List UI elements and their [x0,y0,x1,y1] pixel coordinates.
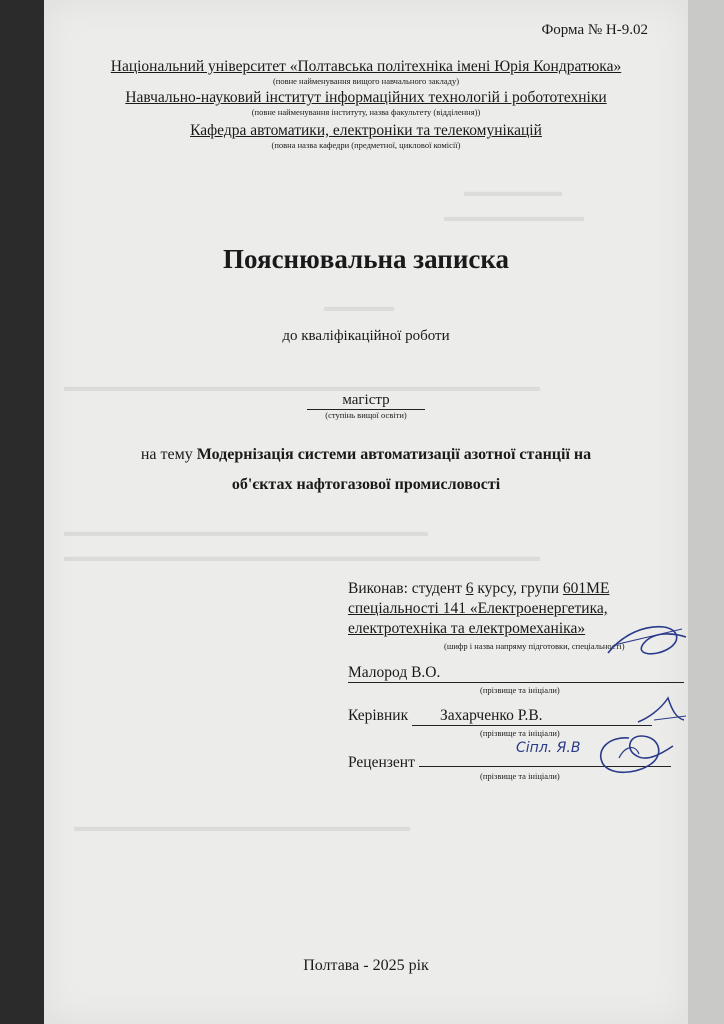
topic-block [44,440,688,500]
university-label: Національний університет «Полтавська політехніка імені Юрія Кондратюка» [110,58,622,75]
page-edge [688,0,724,1024]
performer-label: Виконав: студент [348,580,462,597]
bleed-through: ▬▬▬▬▬▬▬▬▬▬▬▬▬▬▬▬▬▬▬▬▬▬▬▬▬▬ [64,525,428,540]
bleed-through: ▬▬▬▬▬▬▬▬▬▬ [444,210,584,225]
degree-block [44,392,688,420]
supervisor-label: Керівник [348,707,409,724]
supervisor-line [348,707,652,726]
topic-line-2: об'єктах нафтогазової промисловості [231,476,501,493]
bleed-through: ▬▬▬▬▬▬▬▬▬▬▬▬▬▬▬▬▬▬▬▬▬▬▬▬▬▬▬▬▬▬▬▬▬▬ [64,550,540,565]
department-label: Кафедра автоматики, електроніки та телекомунікацій [190,122,542,139]
reviewer-caption: (прізвище та ініціали) [480,771,560,781]
topic-prefix: на тему [140,446,193,463]
form-number: Форма № Н-9.02 [541,22,648,38]
performer-course-word: курсу, групи [477,580,560,597]
specialty-caption: (шифр і назва напряму підготовки, спеціальності) [444,641,625,651]
supervisor-caption: (прізвище та ініціали) [480,728,560,738]
specialty-line-1: спеціальності 141 «Електроенергетика, [348,600,608,617]
institute-caption: (повне найменування інституту, назва факультету (відділення)) [251,107,481,117]
specialty-line-2-text: електротехніка та електромеханіка» [348,620,586,637]
reviewer-handwritten-name: Сіпл. Я.В [516,740,581,756]
bleed-through: ▬▬▬▬▬▬▬▬▬▬▬▬▬▬▬▬▬▬▬▬▬▬▬▬▬▬▬▬▬▬▬▬▬▬ [64,380,540,395]
bleed-through: ▬▬▬▬▬ [324,300,394,315]
document-subtitle: до кваліфікаційної роботи [282,328,450,344]
supervisor-name: Захарченко Р.В. [412,707,652,726]
performer-signature [604,615,688,665]
university-name [44,58,688,86]
institute-label: Навчально-науковий інститут інформаційних технологій і робототехніки [125,89,607,106]
reviewer-label: Рецензент [348,754,415,771]
performer-line [348,580,609,598]
university-caption: (повне найменування вищого навчального закладу) [272,76,460,86]
supervisor-signature [634,690,688,730]
department-name [44,122,688,150]
degree-caption: (ступінь вищої освіти) [325,410,407,420]
bleed-through: ▬▬▬▬▬▬▬▬▬▬▬▬▬▬▬▬▬▬▬▬▬▬▬▬ [74,820,410,835]
degree-value: магістр [307,392,425,410]
performer-course: 6 [465,580,474,597]
bleed-through: ▬▬▬▬▬▬▬ [464,185,562,200]
reviewer-signature [589,728,679,780]
document-page [44,0,688,1024]
institute-name [44,89,688,117]
performer-name: Малород В.О. [348,664,684,683]
performer-group: 601МЕ [562,580,610,597]
city-year: Полтава - 2025 рік [303,957,429,974]
document-title: Пояснювальна записка [222,244,510,274]
department-caption: (повна назва кафедри (предметної, циклової комісії) [271,140,461,150]
topic-line-1: Модернізація системи автоматизації азотної станції на [196,446,592,463]
performer-name-caption: (прізвище та ініціали) [480,685,560,695]
